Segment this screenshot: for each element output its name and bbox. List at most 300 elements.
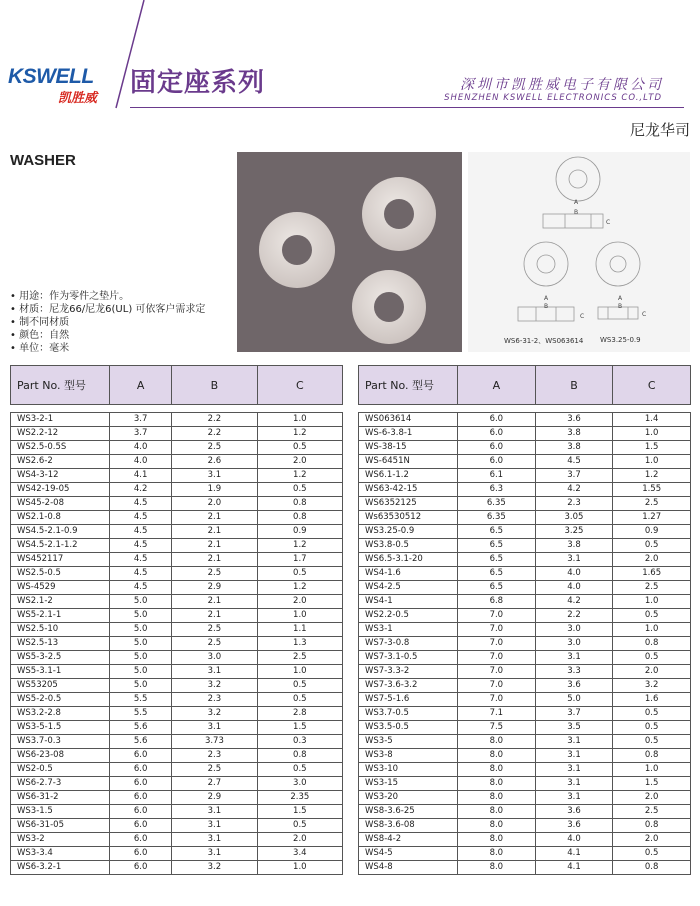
dim-b-cell: 3.2 (172, 861, 257, 875)
part-no-cell: WS3-8 (359, 749, 458, 763)
dim-a-cell: 8.0 (458, 735, 536, 749)
part-no-cell: WS3.5-0.5 (359, 721, 458, 735)
dim-b-cell: 2.5 (172, 623, 257, 637)
dim-b-cell: 3.2 (172, 679, 257, 693)
dim-a-cell: 5.0 (110, 665, 172, 679)
dim-a-cell: 7.1 (458, 707, 536, 721)
dim-c-cell: 1.0 (257, 609, 342, 623)
dim-b-cell: 3.6 (535, 679, 613, 693)
dim-a-cell: 6.35 (458, 511, 536, 525)
column-header-b: B (535, 366, 613, 405)
dim-b-cell: 3.0 (535, 637, 613, 651)
column-header-a: A (110, 366, 172, 405)
dim-b-cell: 2.5 (172, 763, 257, 777)
dim-c-cell: 1.2 (257, 469, 342, 483)
dim-b-cell: 3.8 (535, 427, 613, 441)
dim-a-cell: 4.5 (110, 511, 172, 525)
part-no-cell: WS3-15 (359, 777, 458, 791)
dim-b-cell: 2.2 (172, 413, 257, 427)
dim-b-cell: 2.3 (535, 497, 613, 511)
table-row (359, 665, 691, 679)
dim-b-cell: 3.1 (172, 721, 257, 735)
part-no-cell: WS45-2-08 (11, 497, 110, 511)
part-no-cell: WS6352125 (359, 497, 458, 511)
table-row (359, 763, 691, 777)
dim-b-cell: 3.7 (535, 707, 613, 721)
dim-c-cell: 2.0 (613, 791, 691, 805)
dim-a-cell: 6.5 (458, 553, 536, 567)
property-color: • 颜色：自然 (10, 329, 205, 342)
dim-b-cell: 3.0 (172, 651, 257, 665)
dim-b-cell: 4.0 (535, 833, 613, 847)
part-no-cell: Ws63530512 (359, 511, 458, 525)
svg-text:C: C (642, 311, 647, 318)
dim-c-cell: 1.0 (257, 861, 342, 875)
company-name-cn: 深圳市凯胜威电子有限公司 (460, 77, 664, 93)
dim-b-cell: 3.3 (535, 665, 613, 679)
table-row (11, 497, 343, 511)
property-material: • 材质：尼龙66/尼龙6(UL) 可依客户需求定 (10, 303, 205, 316)
dim-c-cell: 0.5 (257, 441, 342, 455)
dim-b-cell: 3.1 (172, 819, 257, 833)
table-row (11, 791, 343, 805)
table-row (11, 651, 343, 665)
table-row (359, 483, 691, 497)
table-row (11, 413, 343, 427)
table-row (359, 595, 691, 609)
dim-a-cell: 6.35 (458, 497, 536, 511)
dim-c-cell: 1.5 (257, 721, 342, 735)
dim-b-cell: 4.2 (535, 483, 613, 497)
dim-b-cell: 4.0 (535, 567, 613, 581)
table-row (11, 609, 343, 623)
dim-b-cell: 3.05 (535, 511, 613, 525)
dim-c-cell: 1.0 (613, 623, 691, 637)
dim-c-cell: 1.5 (613, 441, 691, 455)
dim-c-cell: 0.5 (257, 763, 342, 777)
dim-b-cell: 3.1 (535, 791, 613, 805)
logo-wordmark: KSWELL (8, 65, 94, 88)
table-row (11, 637, 343, 651)
dim-b-cell: 3.6 (535, 819, 613, 833)
dim-c-cell: 2.35 (257, 791, 342, 805)
dim-a-cell: 8.0 (458, 777, 536, 791)
dim-c-cell: 1.5 (613, 777, 691, 791)
svg-text:A: A (618, 295, 623, 302)
dim-c-cell: 0.8 (257, 511, 342, 525)
dim-a-cell: 7.5 (458, 721, 536, 735)
table-row (11, 511, 343, 525)
dim-c-cell: 1.2 (257, 581, 342, 595)
table-row (359, 707, 691, 721)
part-no-cell: WS7-3.3-2 (359, 665, 458, 679)
dim-b-cell: 3.2 (172, 707, 257, 721)
dim-a-cell: 6.0 (110, 847, 172, 861)
dim-b-cell: 4.2 (535, 595, 613, 609)
material-label: 尼龙华司 (629, 121, 690, 139)
part-no-cell: WS4.5-2.1-1.2 (11, 539, 110, 553)
dim-c-cell: 2.8 (257, 707, 342, 721)
part-no-cell: WS2.5-0.5S (11, 441, 110, 455)
dim-b-cell: 3.6 (535, 413, 613, 427)
dim-a-cell: 4.1 (110, 469, 172, 483)
table-row (11, 623, 343, 637)
dim-b-cell: 2.1 (172, 553, 257, 567)
header-rule (130, 107, 684, 108)
part-no-cell: WS3.7-0.5 (359, 707, 458, 721)
part-no-cell: WS6.1-1.2 (359, 469, 458, 483)
table-row (359, 791, 691, 805)
table-row (11, 861, 343, 875)
part-no-cell: WS6-2.7-3 (11, 777, 110, 791)
dim-b-cell: 4.0 (535, 581, 613, 595)
table-row (359, 427, 691, 441)
dim-a-cell: 6.5 (458, 581, 536, 595)
dim-b-cell: 3.1 (535, 777, 613, 791)
svg-text:C: C (606, 219, 611, 226)
dim-b-cell: 3.0 (535, 623, 613, 637)
dim-a-cell: 6.0 (110, 763, 172, 777)
part-no-cell: WS3-1 (359, 623, 458, 637)
table-row (11, 763, 343, 777)
dim-a-cell: 8.0 (458, 833, 536, 847)
column-header-a: A (458, 366, 536, 405)
table-row (11, 693, 343, 707)
dim-a-cell: 6.0 (110, 805, 172, 819)
dim-c-cell: 1.27 (613, 511, 691, 525)
table-row (359, 623, 691, 637)
dim-a-cell: 5.0 (110, 651, 172, 665)
property-usage: • 用途：作为零件之垫片。 (10, 290, 205, 303)
dim-a-cell: 6.0 (110, 861, 172, 875)
dim-c-cell: 1.7 (257, 553, 342, 567)
table-row (11, 805, 343, 819)
dim-c-cell: 0.8 (613, 819, 691, 833)
dim-a-cell: 7.0 (458, 623, 536, 637)
dim-b-cell: 2.5 (172, 637, 257, 651)
part-no-cell: WS452117 (11, 553, 110, 567)
part-no-cell: WS7-5-1.6 (359, 693, 458, 707)
drawing-caption-right: WS3.25-0.9 (600, 336, 641, 344)
product-photo (237, 152, 462, 352)
part-no-cell: WS5-3.1-1 (11, 665, 110, 679)
dim-a-cell: 4.5 (110, 539, 172, 553)
dim-c-cell: 0.8 (613, 749, 691, 763)
dim-b-cell: 2.6 (172, 455, 257, 469)
dim-b-cell: 2.1 (172, 609, 257, 623)
page-title: 固定座系列 (130, 68, 266, 98)
column-header-part-no: Part No. 型号 (11, 366, 110, 405)
technical-drawing (468, 152, 690, 352)
part-no-cell: WS3.2-2.8 (11, 707, 110, 721)
dim-a-cell: 6.0 (110, 833, 172, 847)
column-header-part-no: Part No. 型号 (359, 366, 458, 405)
dim-a-cell: 5.6 (110, 721, 172, 735)
dim-b-cell: 3.1 (172, 833, 257, 847)
dim-a-cell: 6.0 (110, 749, 172, 763)
page-header (0, 0, 700, 110)
svg-text:B: B (574, 209, 579, 216)
table-row (11, 595, 343, 609)
dim-c-cell: 0.5 (613, 847, 691, 861)
dim-c-cell: 2.5 (613, 497, 691, 511)
table-row (359, 693, 691, 707)
dim-c-cell: 0.5 (257, 693, 342, 707)
part-no-cell: WS6-31-05 (11, 819, 110, 833)
dim-b-cell: 3.73 (172, 735, 257, 749)
table-row (11, 441, 343, 455)
part-no-cell: WS4-8 (359, 861, 458, 875)
dim-a-cell: 8.0 (458, 847, 536, 861)
dim-c-cell: 3.2 (613, 679, 691, 693)
washer-hole (374, 292, 404, 322)
washer-hole (282, 235, 312, 265)
part-no-cell: WS2.2-0.5 (359, 609, 458, 623)
part-no-cell: WS4-5 (359, 847, 458, 861)
table-row (11, 553, 343, 567)
part-no-cell: WS5-2-0.5 (11, 693, 110, 707)
part-no-cell: WS2.1-0.8 (11, 511, 110, 525)
part-no-cell: WS3-1.5 (11, 805, 110, 819)
part-no-cell: WS6-31-2 (11, 791, 110, 805)
dim-c-cell: 0.3 (257, 735, 342, 749)
logo-chinese: 凯胜威 (58, 91, 98, 106)
part-no-cell: WS3-5 (359, 735, 458, 749)
dim-a-cell: 4.5 (110, 553, 172, 567)
part-no-cell: WS3.8-0.5 (359, 539, 458, 553)
dim-a-cell: 4.5 (110, 581, 172, 595)
dim-b-cell: 2.1 (172, 539, 257, 553)
table-row (359, 833, 691, 847)
part-no-cell: WS2.5-0.5 (11, 567, 110, 581)
dim-a-cell: 8.0 (458, 749, 536, 763)
table-row (359, 413, 691, 427)
dim-a-cell: 6.0 (458, 427, 536, 441)
dim-a-cell: 7.0 (458, 637, 536, 651)
dim-c-cell: 1.3 (257, 637, 342, 651)
part-no-cell: WS-38-15 (359, 441, 458, 455)
table-row (11, 455, 343, 469)
dim-a-cell: 3.7 (110, 413, 172, 427)
dim-b-cell: 2.2 (535, 609, 613, 623)
dim-b-cell: 2.1 (172, 595, 257, 609)
dim-c-cell: 0.5 (613, 707, 691, 721)
dim-b-cell: 2.9 (172, 791, 257, 805)
svg-text:A: A (544, 295, 549, 302)
part-no-cell: WS4-1.6 (359, 567, 458, 581)
table-row (359, 637, 691, 651)
dim-a-cell: 6.5 (458, 567, 536, 581)
dim-a-cell: 4.0 (110, 441, 172, 455)
dim-c-cell: 0.8 (613, 637, 691, 651)
table-row (359, 539, 691, 553)
dim-c-cell: 1.65 (613, 567, 691, 581)
dim-b-cell: 3.1 (172, 847, 257, 861)
dim-c-cell: 0.5 (257, 819, 342, 833)
dim-c-cell: 1.5 (257, 805, 342, 819)
dim-a-cell: 5.0 (110, 609, 172, 623)
dim-c-cell: 2.5 (613, 805, 691, 819)
table-row (11, 777, 343, 791)
svg-text:B: B (618, 303, 623, 310)
table-row (11, 721, 343, 735)
dim-c-cell: 1.0 (257, 413, 342, 427)
table-row (359, 581, 691, 595)
dim-b-cell: 3.8 (535, 539, 613, 553)
dim-a-cell: 7.0 (458, 651, 536, 665)
dim-c-cell: 2.0 (257, 833, 342, 847)
dim-c-cell: 0.5 (613, 721, 691, 735)
table-row (11, 833, 343, 847)
dim-a-cell: 7.0 (458, 665, 536, 679)
column-header-b: B (172, 366, 257, 405)
dim-a-cell: 6.0 (110, 777, 172, 791)
dim-a-cell: 7.0 (458, 679, 536, 693)
part-no-cell: WS53205 (11, 679, 110, 693)
dim-c-cell: 0.8 (257, 497, 342, 511)
dim-b-cell: 5.0 (535, 693, 613, 707)
table-row (11, 665, 343, 679)
svg-text:B: B (544, 303, 549, 310)
dim-a-cell: 5.0 (110, 679, 172, 693)
dim-c-cell: 3.4 (257, 847, 342, 861)
drawing-caption-left: WS6-31-2、WS063614 (504, 337, 584, 345)
dim-b-cell: 2.5 (172, 567, 257, 581)
part-no-cell: WS-6451N (359, 455, 458, 469)
table-row (359, 847, 691, 861)
company-name-en: SHENZHEN KSWELL ELECTRONICS CO.,LTD (444, 93, 662, 103)
table-row (359, 609, 691, 623)
dim-a-cell: 5.5 (110, 707, 172, 721)
spec-table-right (358, 365, 691, 875)
part-no-cell: WS5-2.1-1 (11, 609, 110, 623)
part-no-cell: WS2.5-10 (11, 623, 110, 637)
part-no-cell: WS2-0.5 (11, 763, 110, 777)
dim-c-cell: 2.0 (257, 595, 342, 609)
dim-b-cell: 3.1 (535, 651, 613, 665)
dim-c-cell: 2.0 (257, 455, 342, 469)
dim-b-cell: 2.1 (172, 525, 257, 539)
dim-a-cell: 4.5 (110, 497, 172, 511)
part-no-cell: WS4.5-2.1-0.9 (11, 525, 110, 539)
dim-c-cell: 1.2 (257, 539, 342, 553)
dim-b-cell: 3.5 (535, 721, 613, 735)
dim-b-cell: 3.8 (535, 441, 613, 455)
dim-a-cell: 6.8 (458, 595, 536, 609)
dim-a-cell: 5.0 (110, 637, 172, 651)
dim-c-cell: 1.0 (613, 427, 691, 441)
property-material-note: • 制不同材质 (10, 316, 205, 329)
dim-a-cell: 7.0 (458, 609, 536, 623)
part-no-cell: WS6-23-08 (11, 749, 110, 763)
table-row (359, 567, 691, 581)
dim-a-cell: 5.0 (110, 595, 172, 609)
dim-a-cell: 5.5 (110, 693, 172, 707)
part-no-cell: WS3-2 (11, 833, 110, 847)
table-row (11, 749, 343, 763)
dim-c-cell: 1.1 (257, 623, 342, 637)
dim-a-cell: 8.0 (458, 805, 536, 819)
dim-c-cell: 0.5 (613, 609, 691, 623)
spec-table-left (10, 365, 343, 875)
table-row (359, 553, 691, 567)
table-row (11, 679, 343, 693)
part-no-cell: WS63-42-15 (359, 483, 458, 497)
dim-b-cell: 2.2 (172, 427, 257, 441)
svg-text:C: C (580, 313, 585, 320)
table-row (359, 441, 691, 455)
dim-a-cell: 8.0 (458, 791, 536, 805)
dim-b-cell: 3.1 (535, 763, 613, 777)
part-no-cell: WS8-4-2 (359, 833, 458, 847)
table-row (359, 777, 691, 791)
dim-a-cell: 4.5 (110, 567, 172, 581)
dim-a-cell: 6.0 (458, 455, 536, 469)
dim-b-cell: 3.6 (535, 805, 613, 819)
dim-b-cell: 1.9 (172, 483, 257, 497)
dim-c-cell: 0.5 (613, 539, 691, 553)
table-row (11, 525, 343, 539)
company-logo (8, 66, 128, 108)
dim-b-cell: 2.0 (172, 497, 257, 511)
product-properties (10, 290, 205, 355)
table-row (359, 525, 691, 539)
part-no-cell: WS2.2-12 (11, 427, 110, 441)
dim-a-cell: 6.1 (458, 469, 536, 483)
dim-c-cell: 1.0 (613, 455, 691, 469)
dim-c-cell: 0.5 (257, 567, 342, 581)
dim-c-cell: 1.55 (613, 483, 691, 497)
part-no-cell: WS4-2.5 (359, 581, 458, 595)
dim-c-cell: 0.5 (257, 679, 342, 693)
table-row (11, 539, 343, 553)
dim-c-cell: 1.6 (613, 693, 691, 707)
dim-a-cell: 4.2 (110, 483, 172, 497)
part-no-cell: WS3.25-0.9 (359, 525, 458, 539)
dim-a-cell: 6.0 (458, 413, 536, 427)
dim-c-cell: 1.0 (613, 763, 691, 777)
table-row (359, 805, 691, 819)
dim-a-cell: 5.6 (110, 735, 172, 749)
dim-c-cell: 2.0 (613, 553, 691, 567)
table-row (11, 483, 343, 497)
table-row (359, 679, 691, 693)
dim-c-cell: 0.9 (257, 525, 342, 539)
table-row (359, 721, 691, 735)
dim-b-cell: 3.1 (172, 469, 257, 483)
dim-a-cell: 6.0 (458, 441, 536, 455)
table-row (11, 735, 343, 749)
part-no-cell: WS7-3-0.8 (359, 637, 458, 651)
dim-b-cell: 2.1 (172, 511, 257, 525)
part-no-cell: WS4-1 (359, 595, 458, 609)
dim-b-cell: 2.7 (172, 777, 257, 791)
table-row (359, 497, 691, 511)
table-row (359, 735, 691, 749)
dim-c-cell: 1.0 (257, 665, 342, 679)
dim-a-cell: 6.5 (458, 539, 536, 553)
dim-b-cell: 3.1 (535, 553, 613, 567)
washer-hole (384, 199, 414, 229)
dim-c-cell: 1.2 (613, 469, 691, 483)
dim-b-cell: 2.5 (172, 441, 257, 455)
dim-c-cell: 1.4 (613, 413, 691, 427)
part-no-cell: WS3-2-1 (11, 413, 110, 427)
dim-b-cell: 2.3 (172, 749, 257, 763)
dim-c-cell: 0.5 (613, 651, 691, 665)
dim-c-cell: 0.8 (257, 749, 342, 763)
dim-b-cell: 3.1 (535, 749, 613, 763)
